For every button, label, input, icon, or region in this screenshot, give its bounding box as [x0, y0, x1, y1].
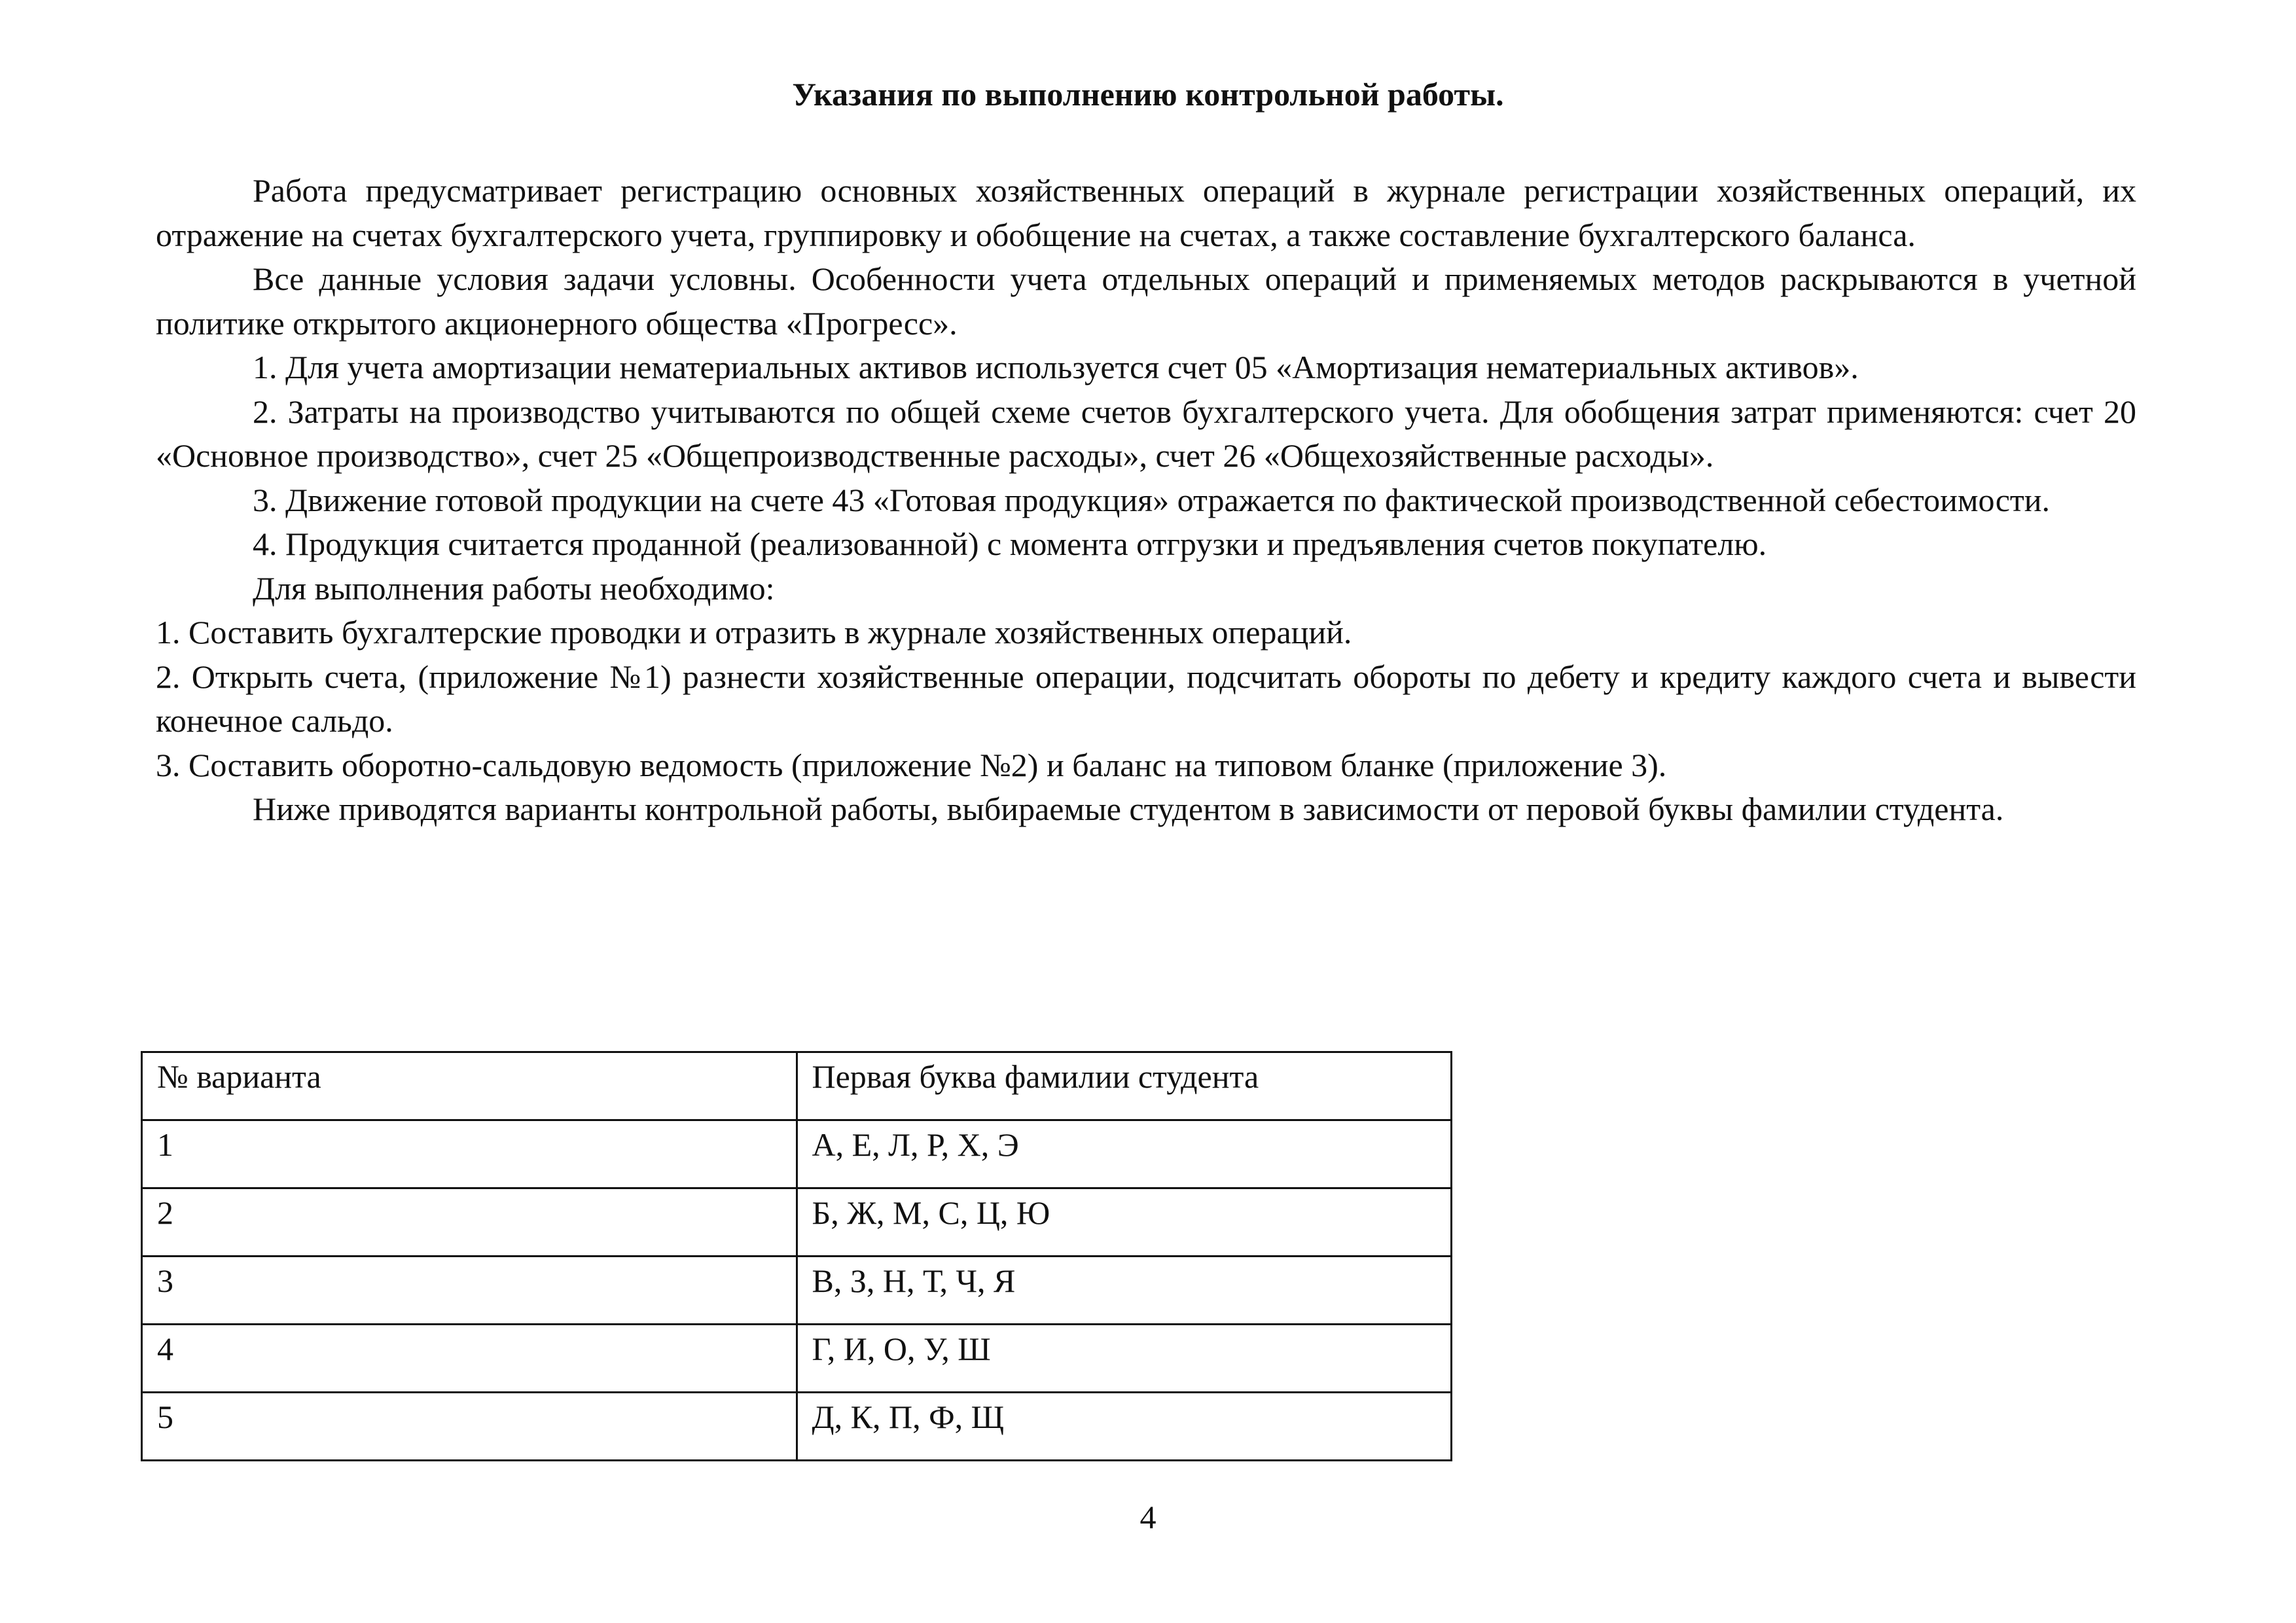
instructions-body: [156, 169, 2136, 832]
paragraph-tasks-heading: Для выполнения работы необходимо:: [253, 569, 775, 607]
variant-letters-cell: Д, К, П, Ф, Щ: [797, 1393, 1452, 1461]
table-row: [142, 1257, 1452, 1325]
paragraph-policy-3: 3. Движение готовой продукции на счете 43 «Готовая продукция» отражается по фактической производственной себестоимости.: [253, 481, 2051, 518]
paragraph-policy-1: 1. Для учета амортизации нематериальных активов используется счет 05 «Амортизация нематериальных активов».: [253, 349, 1859, 385]
variants-table: [141, 1051, 1452, 1461]
table-header-letters: Первая буква фамилии студента: [797, 1052, 1452, 1120]
paragraph-conditions: Все данные условия задачи условны. Особенности учета отдельных операций и применяемых методов раскрываются в учетной политике открытого акционерного общества «Прогресс».: [156, 260, 2136, 342]
variant-number-cell: 1: [142, 1120, 797, 1188]
table-header-variant: № варианта: [142, 1052, 797, 1120]
paragraph-task-2: 2. Открыть счета, (приложение №1) разнести хозяйственные операции, подсчитать обороты по дебету и кредиту каждого счета и вывести конечное сальдо.: [156, 658, 2136, 739]
variant-letters-cell: А, Е, Л, Р, Х, Э: [797, 1120, 1452, 1188]
page-number: 4: [1139, 1499, 1157, 1535]
variant-number-cell: 2: [142, 1188, 797, 1257]
table-row: [142, 1188, 1452, 1257]
paragraph-task-3: 3. Составить оборотно-сальдовую ведомость (приложение №2) и баланс на типовом бланке (приложение 3).: [156, 746, 1667, 783]
paragraph-policy-2: 2. Затраты на производство учитываются по общей схеме счетов бухгалтерского учета. Для обобщения затрат применяются: счет 20 «Основное производство», счет 25 «Общепроизводственные расходы», счет 26 «Общехозяйственные расходы».: [156, 393, 2136, 474]
variant-letters-cell: Г, И, О, У, Ш: [797, 1325, 1452, 1393]
paragraph-intro: Работа предусматривает регистрацию основных хозяйственных операций в журнале регистрации хозяйственных операций, их отражение на счетах бухгалтерского учета, группировку и обобщение на счетах, а также составление бухгалтерского баланса.: [156, 172, 2136, 253]
page-title: Указания по выполнению контрольной работы.: [792, 76, 1504, 113]
variant-letters-cell: Б, Ж, М, С, Ц, Ю: [797, 1188, 1452, 1257]
paragraph-policy-4: 4. Продукция считается проданной (реализованной) с момента отгрузки и предъявления счетов покупателю.: [253, 526, 1767, 562]
variant-number-cell: 5: [142, 1393, 797, 1461]
table-row: [142, 1120, 1452, 1188]
table-header-row: [142, 1052, 1452, 1120]
paragraph-task-1: 1. Составить бухгалтерские проводки и отразить в журнале хозяйственных операций.: [156, 614, 1352, 651]
paragraph-variants-intro: Ниже приводятся варианты контрольной работы, выбираемые студентом в зависимости от перовой буквы фамилии студента.: [253, 791, 2004, 827]
variant-number-cell: 4: [142, 1325, 797, 1393]
variant-letters-cell: В, З, Н, Т, Ч, Я: [797, 1257, 1452, 1325]
table-row: [142, 1325, 1452, 1393]
variant-number-cell: 3: [142, 1257, 797, 1325]
table-row: [142, 1393, 1452, 1461]
